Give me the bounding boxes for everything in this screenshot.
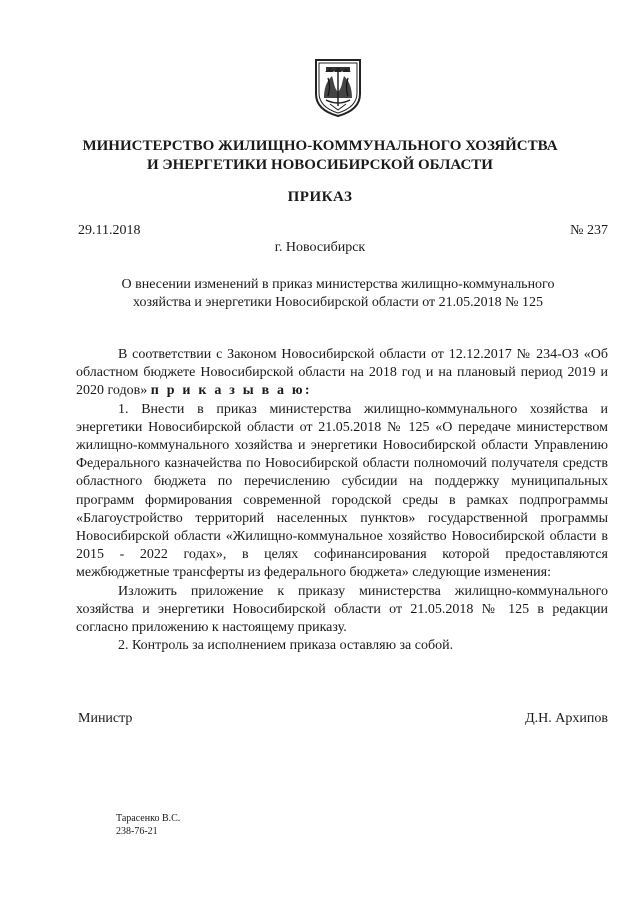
intro-paragraph [76,346,608,401]
item-2: 2. Контроль за исполнением приказа оставляю за собой. [118,638,454,654]
ministry-name-line1: МИНИСТЕРСТВО ЖИЛИЩНО-КОММУНАЛЬНОГО ХОЗЯЙСТВА [82,138,558,154]
item-1-subparagraph: Изложить приложение к приказу министерства жилищно-коммунального хозяйства и энергетики Новосибирской области от 21.05.2018 № 125 в редакции согласно приложению к настоящему приказу. [76,583,608,636]
order-word: п р и к а з ы в а ю: [150,383,312,399]
signatory-position: Министр [78,711,133,726]
executor-phone: 238-76-21 [116,826,158,837]
ministry-name-line2: И ЭНЕРГЕТИКИ НОВОСИБИРСКОЙ ОБЛАСТИ [147,157,493,173]
document-type-title: ПРИКАЗ [287,189,353,205]
document-number: № 237 [570,223,608,238]
document-body [76,346,608,655]
subject-line2: хозяйства и энергетики Новосибирской области от 21.05.2018 № 125 [133,295,543,310]
subject-line1: О внесении изменений в приказ министерства жилищно-коммунального [121,277,555,292]
document-date: 29.11.2018 [78,223,141,238]
document-city: г. Новосибирск [274,240,366,255]
intro-text: В соответствии с Законом Новосибирской области от 12.12.2017 № 234-ОЗ «Об областном бюджете Новосибирской области на 2018 год и на плановый период 2019 и 2020 годов» [76,347,608,399]
novosibirsk-coat-of-arms-icon [314,58,362,118]
document-subject [100,276,576,312]
signatory-name: Д.Н. Архипов [525,711,608,726]
item-1: 1. Внести в приказ министерства жилищно-коммунального хозяйства и энергетики Новосибирской области от 21.05.2018 № 125 «О передаче министерством жилищно-коммунального хозяйства и энергетики Новосибирской области Управлению Федерального казначейства по Новосибирской области полномочий получателя средств областного бюджета по перечислению субсидии на поддержку муниципальных программ формирования современной городской среды в рамках подпрограммы «Благоустройство территорий населенных пунктов» государственной программы Новосибирской области «Жилищно-коммунальное хозяйство Новосибирской области в 2015 - 2022 годах», в целях софинансирования которой предоставляются межбюджетные трансферты из федерального бюджета» следующие изменения: [76,401,608,581]
executor-name: Тарасенко В.С. [116,813,181,824]
